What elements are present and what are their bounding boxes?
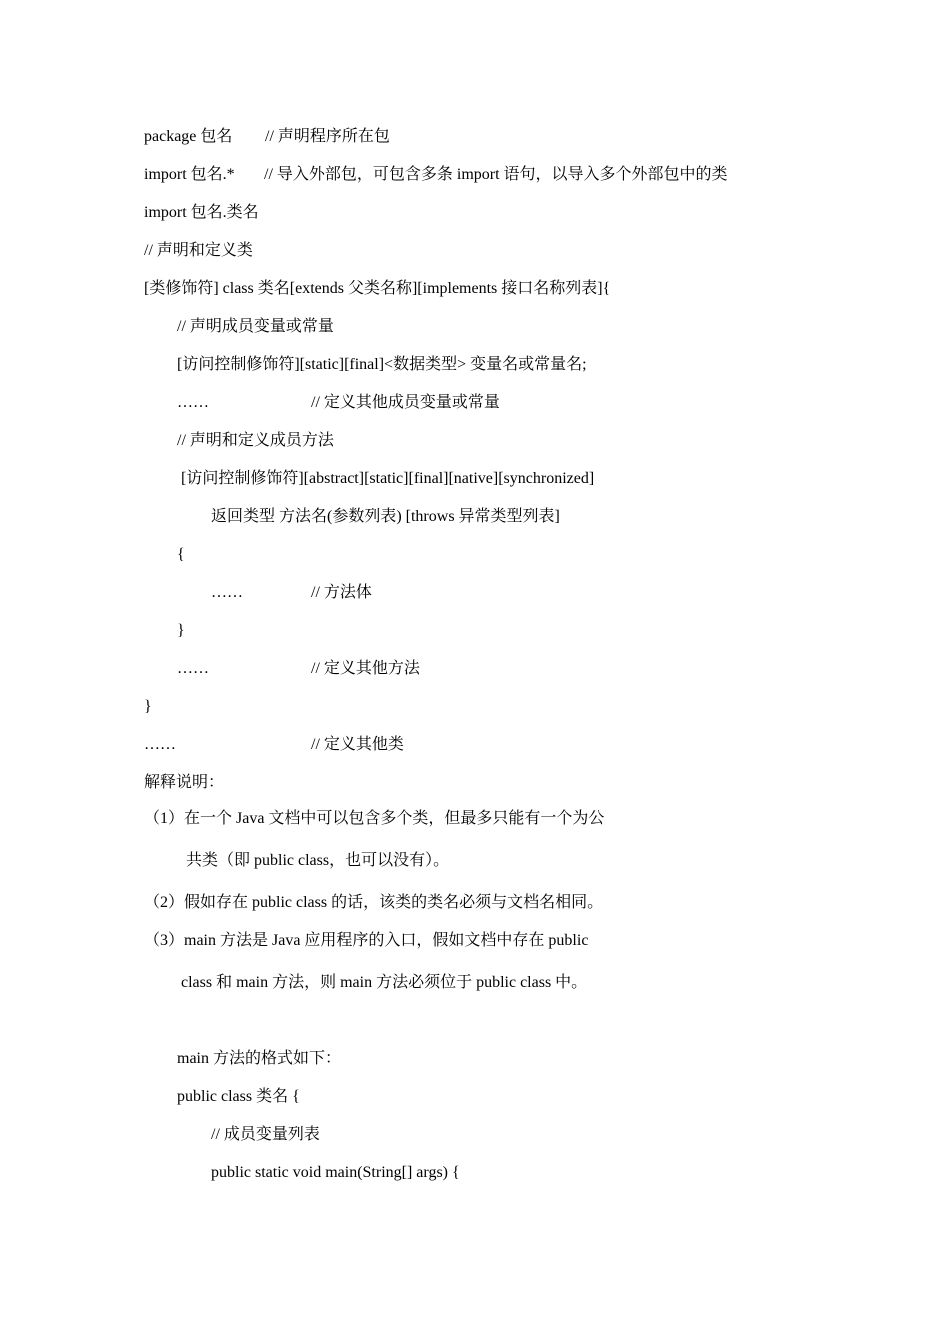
comment-other-classes: // 定义其他类 [311,736,404,753]
comment-member-fields: // 成员变量列表 [211,1126,320,1143]
main-format-heading: main 方法的格式如下： [177,1050,341,1067]
comment-other-methods: // 定义其他方法 [311,660,420,677]
code-line-main-method: public static void main(String[] args) { [211,1164,460,1181]
comment-declare-class: // 声明和定义类 [144,242,253,259]
explanation-item-3: （3）main 方法是 Java 应用程序的入口，假如文档中存在 public [144,932,589,949]
code-line-package [144,127,390,147]
code-line-import-class: import 包名.类名 [144,204,259,221]
code-close-brace-method: } [177,622,185,639]
comment-other-fields: // 定义其他成员变量或常量 [311,394,500,411]
explanation-item-1: （1）在一个 Java 文档中可以包含多个类，但最多只能有一个为公 [144,810,605,827]
code-line-field-declaration: [访问控制修饰符][static][final]<数据类型> 变量名或常量名; [177,356,587,373]
code-line-method-signature: 返回类型 方法名(参数列表) [throws 异常类型列表] [211,508,560,525]
package-statement: package 包名 [144,128,233,145]
code-line-public-class: public class 类名 { [177,1088,300,1105]
import-all-statement: import 包名.* [144,166,235,183]
ellipsis-line-method-body: …… [211,584,243,601]
comment-declare-fields: // 声明成员变量或常量 [177,318,334,335]
code-open-brace: { [177,546,185,563]
explanation-item-3-cont: class 和 main 方法，则 main 方法必须位于 public class 中。 [181,974,588,991]
code-line-class-declaration: [类修饰符] class 类名[extends 父类名称][implements 接口名称列表]{ [144,280,611,297]
explanation-item-2: （2）假如存在 public class 的话，该类的类名必须与文档名相同。 [144,894,604,911]
explanation-item-1-cont: 共类（即 public class，也可以没有）。 [186,852,450,869]
explanation-heading: 解释说明： [144,774,225,791]
import-comment: // 导入外部包，可包含多条 import 语句，以导入多个外部包中的类 [264,166,728,183]
ellipsis-line-methods: …… [177,660,209,677]
code-close-brace-class: } [144,698,152,715]
comment-declare-methods: // 声明和定义成员方法 [177,432,334,449]
ellipsis-line-classes: …… [144,736,176,753]
package-comment: // 声明程序所在包 [265,128,390,145]
comment-method-body: // 方法体 [311,584,372,601]
code-line-method-modifiers: [访问控制修饰符][abstract][static][final][native][synchronized] [181,470,595,487]
code-line-import-all [144,165,728,185]
ellipsis-line-fields: …… [177,394,209,411]
